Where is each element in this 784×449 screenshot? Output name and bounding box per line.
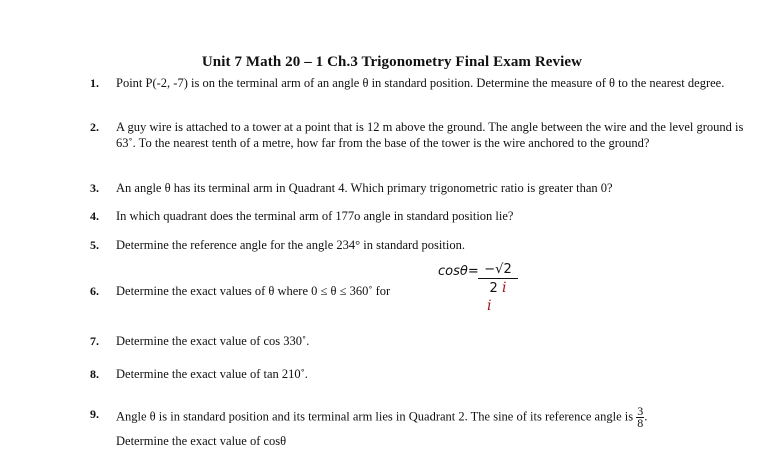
q9-numerator: 3: [637, 404, 644, 418]
question-1: [90, 75, 750, 91]
question-number: 3.: [90, 181, 99, 195]
question-number: 8.: [90, 367, 99, 381]
question-text: An angle θ has its terminal arm in Quadrant 4. Which primary trigonometric ratio is greater than 0?: [116, 181, 613, 195]
question-number: 9.: [90, 407, 99, 421]
question-9: [90, 406, 750, 429]
q6-numerator: −√2: [478, 262, 518, 279]
q6-denominator: [478, 279, 518, 296]
question-text: Determine the exact value of cosθ: [116, 434, 287, 448]
question-number: 2.: [90, 120, 99, 134]
question-text: Determine the exact value of tan 210˚.: [116, 367, 308, 381]
question-2: [90, 119, 750, 151]
question-5: [90, 237, 750, 253]
question-text: Determine the reference angle for the angle 234° in standard position.: [116, 238, 465, 252]
question-8: [90, 366, 750, 382]
q9-denominator: 8: [637, 416, 644, 430]
question-text: Determine the exact value of cos 330˚.: [116, 334, 310, 348]
question-number: 4.: [90, 209, 99, 223]
question-number: 7.: [90, 334, 99, 348]
page-title: Unit 7 Math 20 – 1 Ch.3 Trigonometry Final Exam Review: [201, 54, 583, 70]
question-number: 1.: [90, 76, 99, 90]
question-3: [90, 180, 750, 196]
question-text: A guy wire is attached to a tower at a point that is 12 m above the ground. The angle between the wire and the level ground is 63˚. To the nearest tenth of a metre, how far from the base of the tower is the wire anchored to the ground?: [116, 120, 744, 150]
question-number: 5.: [90, 238, 99, 252]
question-text: Point P(-2, -7) is on the terminal arm of an angle θ in standard position. Determine the measure of θ to the nearest degree.: [116, 76, 725, 90]
q6-equation-lhs: cosθ=: [438, 264, 479, 279]
q9-fraction: [636, 406, 644, 429]
q6-equation-fraction: [478, 262, 518, 296]
question-text: Determine the exact values of θ where 0 ≤ θ ≤ 360˚ for: [116, 284, 391, 298]
handwritten-mark: i: [487, 298, 492, 314]
question-4: [90, 208, 750, 224]
handwritten-mark: i: [501, 280, 507, 296]
question-7: [90, 333, 750, 349]
question-text: Angle θ is in standard position and its terminal arm lies in Quadrant 2. The sine of its reference angle is: [116, 409, 634, 424]
q6-denominator-value: 2: [489, 281, 498, 296]
question-number: 6.: [90, 284, 99, 298]
question-6: [90, 283, 750, 299]
question-9-line: Angle θ is in standard position and its terminal arm lies in Quadrant 2. The sine of its reference angle is $\frac{3}{8}$ .: [116, 404, 648, 430]
question-text: In which quadrant does the terminal arm of 177o angle in standard position lie?: [116, 209, 514, 223]
question-9-continued: [90, 433, 750, 449]
